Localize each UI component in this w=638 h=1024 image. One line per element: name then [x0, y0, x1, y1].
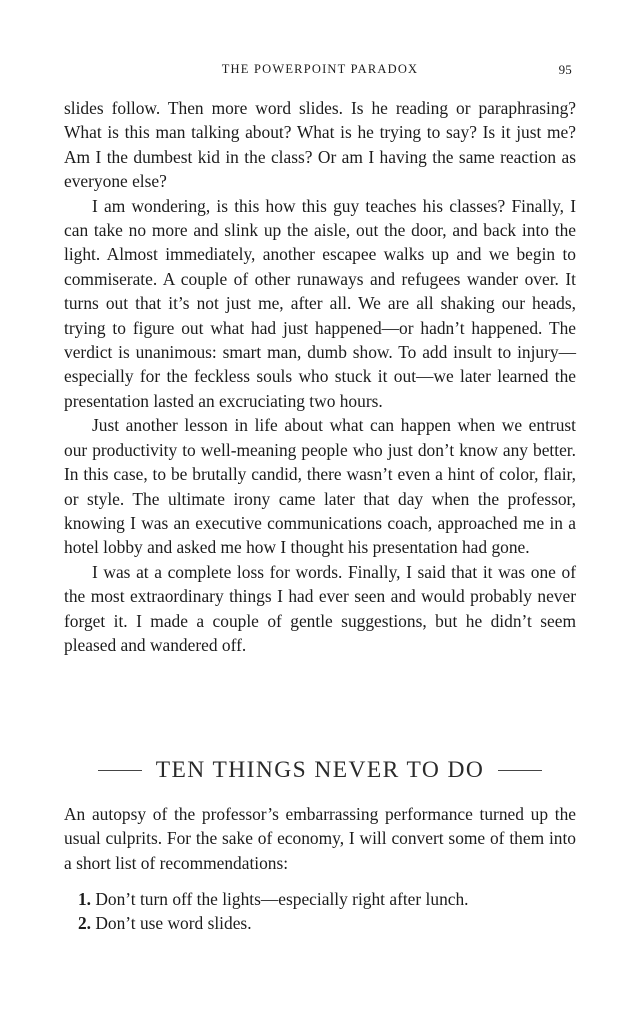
- body-text: [64, 96, 576, 657]
- paragraph: Just another lesson in life about what can happen when we entrust our productivity to well-meaning people who just don’t know any better. In this case, to be brutally candid, there wasn’t even a hint of color, flair, or style. The ultimate irony came later that day when the professor, knowing I was an executive communications coach, approached me in a hotel lobby and asked me how I thought his presentation had gone.: [64, 415, 576, 558]
- list-number: 1.: [77, 889, 91, 909]
- running-head: [64, 62, 576, 82]
- list-text: Don’t turn off the lights—especially right after lunch.: [95, 889, 469, 909]
- list-item: [64, 911, 576, 935]
- section-intro: [64, 802, 576, 875]
- heading-rule-right: [498, 770, 542, 771]
- list-item: [64, 887, 576, 911]
- list-text: Don’t use word slides.: [95, 913, 252, 934]
- paragraph: I am wondering, is this how this guy teaches his classes? Finally, I can take no more and slink up the aisle, out the door, and back into the light. Almost immediately, another escapee walks up and we begin to commiserate. A couple of other runaways and refugees wander over. It turns out that it’s not just me, after all. We are all shaking our heads, trying to figure out what had just happened—or hadn’t happened. The verdict is unanimous: smart man, dumb show. To add insult to injury—especially for the feckless souls who stuck it out—we later learned the presentation lasted an excruciating two hours.: [64, 195, 576, 411]
- intro-paragraph: An autopsy of the professor’s embarrassing performance turned up the usual culprits. For the sake of economy, I will convert some of them into a short list of recommendations:: [64, 804, 576, 873]
- section-title: TEN THINGS NEVER TO DO: [155, 756, 485, 783]
- paragraph: slides follow. Then more word slides. Is he reading or paraphrasing? What is this man talking about? What is he trying to say? Is it just me? Am I the dumbest kid in the class? Or am I having the same reaction as everyone else?: [64, 98, 576, 192]
- paragraph: I was at a complete loss for words. Finally, I said that it was one of the most extraordinary things I had ever seen and would probably never forget it. I made a couple of gentle suggestions, but he didn’t seem pleased and wandered off.: [64, 561, 576, 655]
- section-heading: [64, 752, 576, 788]
- running-title: THE POWERPOINT PARADOX: [221, 62, 419, 76]
- page-number: 95: [558, 62, 572, 77]
- recommendation-list: [64, 887, 576, 936]
- list-number: 2.: [77, 913, 91, 934]
- heading-rule-left: [98, 770, 142, 771]
